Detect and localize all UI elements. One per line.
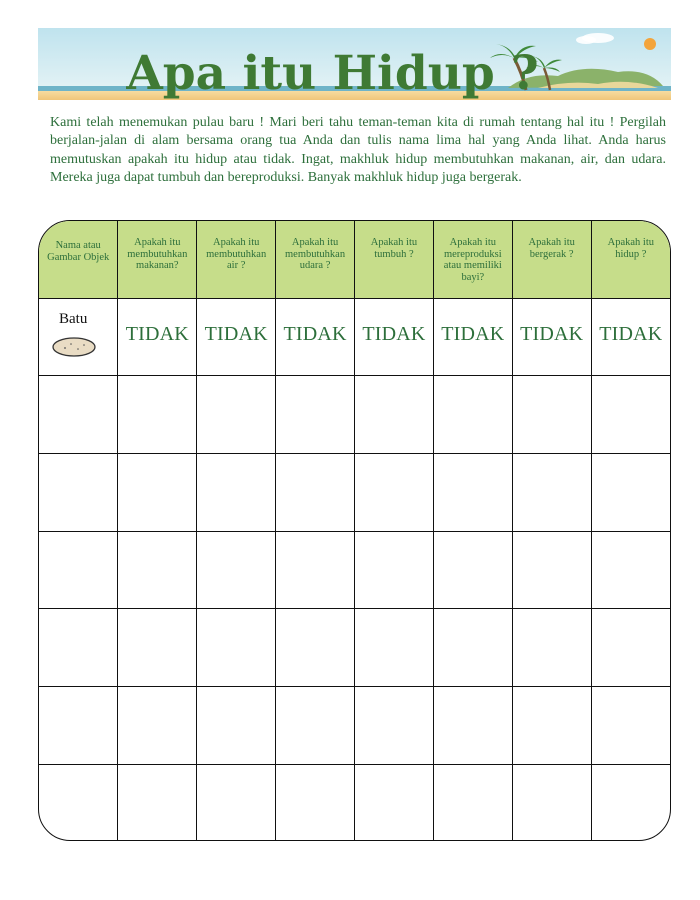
- intro-text: Kami telah menemukan pulau baru ! Mari beri tahu teman-teman kita di rumah tentang hal itu ! Pergilah berjalan-jalan di alam bersama orang tua Anda dan tulis nama lima hal yang Anda lihat. Anda harus memutuskan apakah itu hidup atau tidak. Ingat, makhluk hidup membutuhkan makanan, air, dan udara. Mereka juga dapat tumbuh dan bereproduksi. Banyak makhluk hidup juga bergerak.: [50, 115, 666, 185]
- empty-cell: [591, 376, 670, 454]
- table-row: [39, 453, 670, 531]
- answer-cell: TIDAK: [512, 298, 591, 376]
- header-banner: [38, 28, 671, 100]
- table-header-row: [39, 221, 670, 298]
- empty-cell: [433, 531, 512, 609]
- empty-cell: [512, 764, 591, 841]
- empty-cell: [355, 686, 434, 764]
- header-object: Nama atau Gambar Objek: [39, 221, 118, 298]
- empty-cell: [276, 609, 355, 687]
- answer-cell: TIDAK: [591, 298, 670, 376]
- header-reproduce: Apakah itu mereproduksi atau memiliki bayi?: [433, 221, 512, 298]
- empty-cell: [39, 531, 118, 609]
- header-move: Apakah itu bergerak ?: [512, 221, 591, 298]
- empty-cell: [276, 764, 355, 841]
- empty-cell: [591, 764, 670, 841]
- empty-cell: [591, 686, 670, 764]
- empty-cell: [118, 531, 197, 609]
- header-air: Apakah itu membutuhkan udara ?: [276, 221, 355, 298]
- empty-cell: [118, 609, 197, 687]
- empty-cell: [591, 609, 670, 687]
- empty-cell: [512, 686, 591, 764]
- empty-cell: [591, 531, 670, 609]
- empty-cell: [197, 453, 276, 531]
- answer-cell: TIDAK: [197, 298, 276, 376]
- empty-cell: [39, 609, 118, 687]
- empty-cell: [355, 376, 434, 454]
- empty-cell: [39, 764, 118, 841]
- header-grow: Apakah itu tumbuh ?: [355, 221, 434, 298]
- table-row: [39, 686, 670, 764]
- answer-cell: TIDAK: [355, 298, 434, 376]
- sun-icon: [644, 38, 656, 50]
- answer-cell: TIDAK: [433, 298, 512, 376]
- table-row: [39, 298, 670, 376]
- empty-cell: [197, 764, 276, 841]
- empty-cell: [197, 609, 276, 687]
- empty-cell: [118, 453, 197, 531]
- empty-cell: [512, 453, 591, 531]
- empty-cell: [355, 453, 434, 531]
- empty-cell: [591, 453, 670, 531]
- empty-cell: [276, 453, 355, 531]
- empty-cell: [355, 609, 434, 687]
- empty-cell: [512, 609, 591, 687]
- header-alive: Apakah itu hidup ?: [591, 221, 670, 298]
- empty-cell: [355, 764, 434, 841]
- empty-cell: [433, 609, 512, 687]
- empty-cell: [197, 686, 276, 764]
- empty-cell: [276, 686, 355, 764]
- empty-cell: [433, 686, 512, 764]
- empty-cell: [433, 764, 512, 841]
- header-food: Apakah itu membutuhkan makanan?: [118, 221, 197, 298]
- answer-cell: TIDAK: [118, 298, 197, 376]
- header-water: Apakah itu membutuhkan air ?: [197, 221, 276, 298]
- table-row: [39, 764, 670, 841]
- table-row: [39, 609, 670, 687]
- empty-cell: [118, 764, 197, 841]
- empty-cell: [39, 376, 118, 454]
- object-cell: [39, 298, 118, 376]
- empty-cell: [118, 376, 197, 454]
- empty-cell: [39, 453, 118, 531]
- empty-cell: [197, 376, 276, 454]
- empty-cell: [276, 531, 355, 609]
- empty-cell: [512, 531, 591, 609]
- empty-cell: [512, 376, 591, 454]
- table-row: [39, 531, 670, 609]
- rock-icon: [51, 335, 97, 359]
- empty-cell: [276, 376, 355, 454]
- empty-cell: [197, 531, 276, 609]
- table-row: [39, 376, 670, 454]
- observation-table: [38, 220, 671, 841]
- answer-cell: TIDAK: [276, 298, 355, 376]
- empty-cell: [355, 531, 434, 609]
- object-name: Batu: [59, 310, 88, 327]
- empty-cell: [433, 453, 512, 531]
- empty-cell: [39, 686, 118, 764]
- empty-cell: [118, 686, 197, 764]
- page-title: Apa itu Hidup ?: [126, 46, 539, 100]
- empty-cell: [433, 376, 512, 454]
